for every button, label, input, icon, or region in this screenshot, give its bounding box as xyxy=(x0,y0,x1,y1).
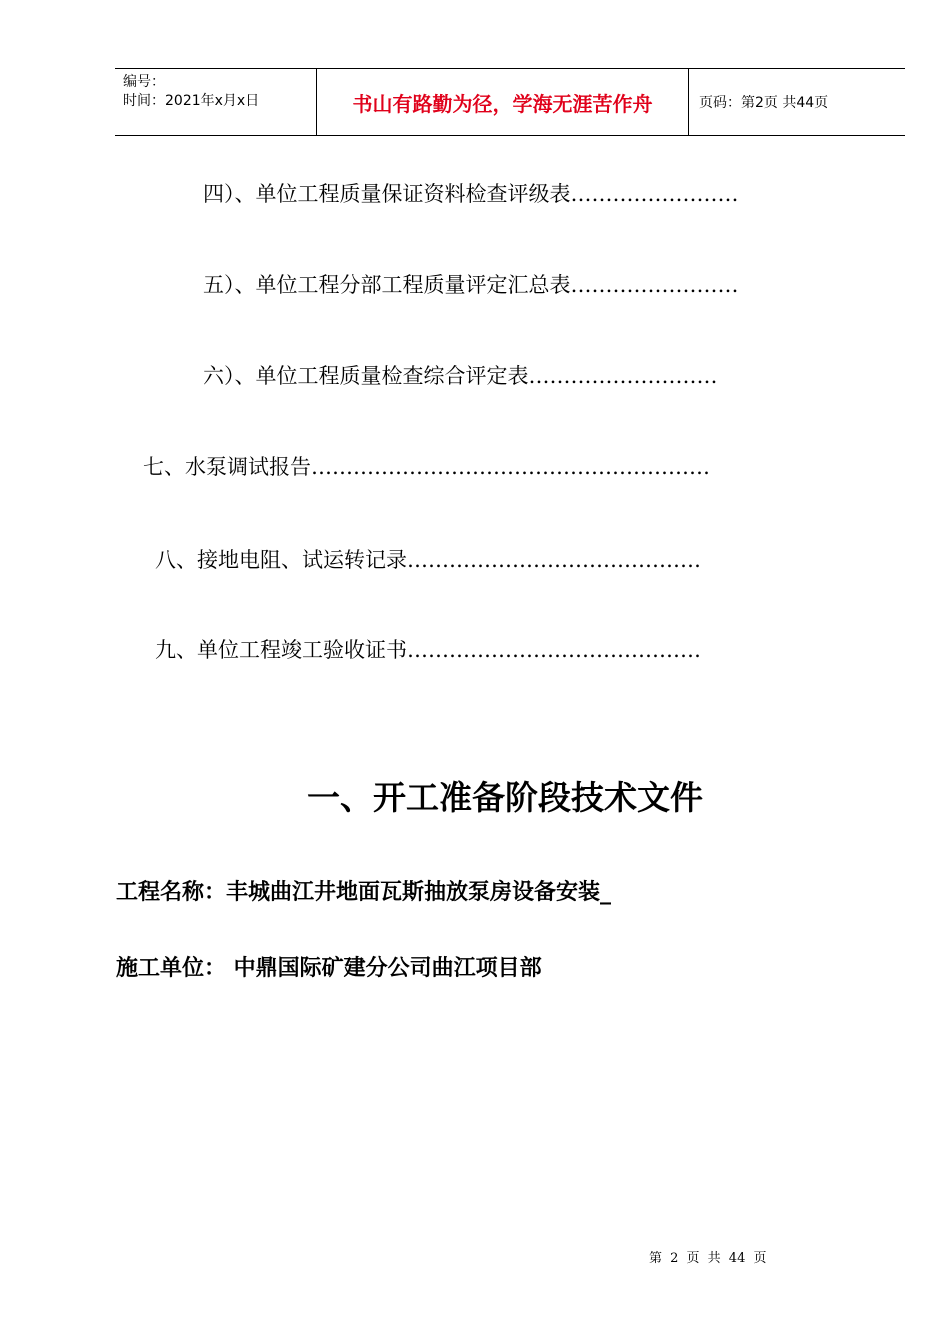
section-title: 一、开工准备阶段技术文件 xyxy=(307,778,703,817)
toc-leader-dots: …………………… xyxy=(570,273,739,297)
toc-item-label: 五）、单位工程分部工程质量评定汇总表 xyxy=(203,273,571,297)
page-footer: 第 2 页 共 44 页 xyxy=(649,1251,767,1266)
construction-unit: 施工单位： 中鼎国际矿建分公司曲江项目部 xyxy=(116,956,542,981)
header-meta xyxy=(115,69,316,135)
toc-leader-dots: ……………………… xyxy=(528,364,718,388)
toc-item-label: 八、接地电阻、试运转记录 xyxy=(155,548,407,572)
toc-item-label: 四）、单位工程质量保证资料检查评级表 xyxy=(203,182,571,206)
toc-item-7 xyxy=(143,453,710,481)
page-header xyxy=(115,68,905,136)
toc-item-label: 七、水泵调试报告 xyxy=(143,455,311,479)
toc-leader-dots: …………………………………… xyxy=(407,548,701,572)
toc-item-6 xyxy=(203,362,718,390)
header-motto: 书山有路勤为径，学海无涯苦作舟 xyxy=(316,69,689,135)
toc-item-label: 六）、单位工程质量检查综合评定表 xyxy=(203,364,529,388)
toc-leader-dots: ………………………………………………… xyxy=(311,455,710,479)
toc-item-label: 九、单位工程竣工验收证书 xyxy=(155,638,407,662)
document-time-label: 时间：2021年x月x日 xyxy=(123,93,260,109)
header-page-info: 页码：第2页 共44页 xyxy=(699,95,829,111)
project-name: 工程名称：丰城曲江井地面瓦斯抽放泵房设备安装_ xyxy=(116,880,612,905)
toc-leader-dots: …………………………………… xyxy=(407,638,701,662)
document-number-label: 编号： xyxy=(123,74,165,90)
toc-item-4 xyxy=(203,180,739,208)
toc-item-5 xyxy=(203,271,739,299)
toc-leader-dots: …………………… xyxy=(570,182,739,206)
toc-item-9 xyxy=(155,636,701,664)
toc-item-8 xyxy=(155,546,701,574)
